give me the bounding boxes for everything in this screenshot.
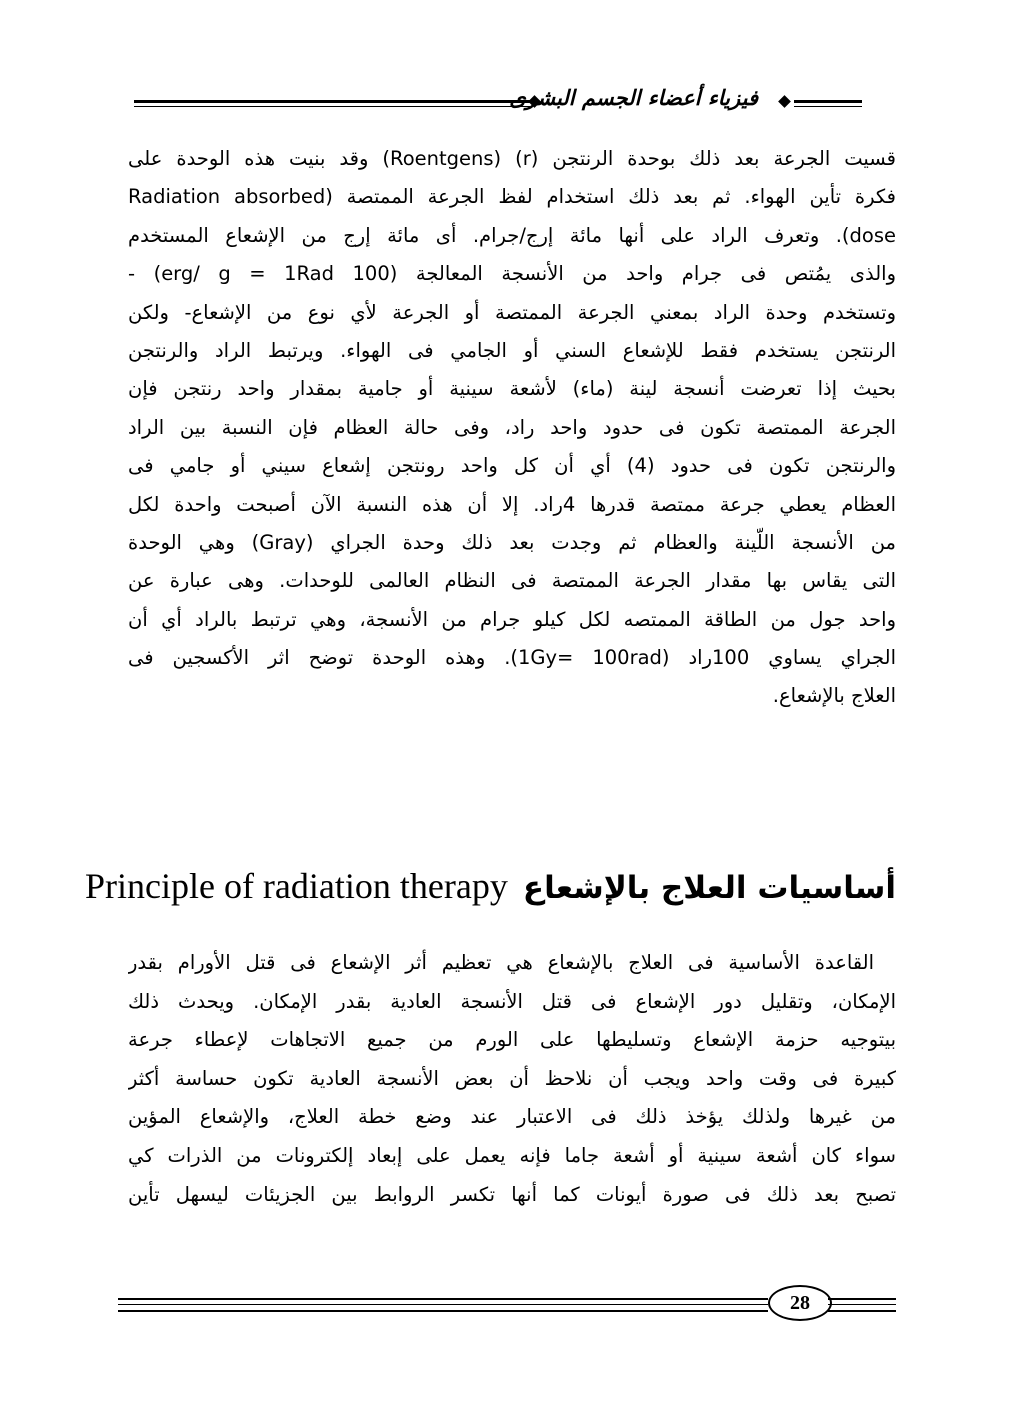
text-line: بحيث إذا تعرضت أنسجة لينة (ماء) لأشعة سينية أو جامية بمقدار واحد رنتجن فإن (128, 377, 896, 401)
text-line: العظام يعطي جرعة ممتصة قدرها 4راد. إلا أن هذه النسبة الآن أصبحت واحدة لكل (128, 492, 896, 516)
header-diamond-right (778, 95, 791, 108)
text-line: والرنتجن تكون فى حدود (4) أي أن كل واحد رونتجن إشعاع سيني أو جامي فى (128, 454, 896, 478)
text-line: سواء كان أشعة سينية أو أشعة جاما فإنه يعمل على إبعاد إلكترونات من الذرات كي (128, 1143, 896, 1167)
page-number: 28 (768, 1285, 832, 1321)
text-line: dose). وتعرف الراد على أنها مائة إرج/جرام. أى مائة إرج من الإشعاع المستخدم (128, 223, 896, 247)
page-footer (118, 1283, 896, 1323)
text-line: من الأنسجة اللّينة والعظام ثم وجدت بعد ذلك وحدة الجراي (Gray) وهي الوحدة (128, 530, 896, 554)
text-line: العلاج بالإشعاع. (772, 684, 896, 708)
section-heading-arabic: أساسيات العلاج بالإشعاع (522, 870, 896, 906)
paragraph-units (128, 140, 896, 716)
footer-rule-right (828, 1298, 896, 1312)
text-line: القاعدة الأساسية فى العلاج بالإشعاع هي تعظيم أثر الإشعاع فى قتل الأورام بقدر (128, 951, 874, 974)
page-header (128, 80, 896, 130)
header-rule-left (134, 100, 530, 103)
text-line: التى يقاس بها مقدار الجرعة الممتصة فى النظام العالمى للوحدات. وهى عبارة عن (128, 569, 896, 593)
text-line: تصبح بعد ذلك فى صورة أيونات كما أنها تكسر الروابط بين الجزيئات ليسهل تأين (128, 1182, 896, 1206)
text-line: والذى يمُتص فى جرام واحد من الأنسجة المعالجة (100 erg/ g = 1Rad) - (128, 262, 896, 286)
text-line: الجراي يساوي 100راد (1Gy= 100rad). وهذه الوحدة توضح اثر الأكسجين فى (128, 646, 896, 670)
text-line: كبيرة فى وقت واحد ويجب أن نلاحظ أن بعض الأنسجة العادية تكون حساسة أكثر (128, 1066, 896, 1090)
text-line: بيتوجيه حزمة الإشعاع وتسليطها على الورم من جميع الاتجاهات لإعطاء جرعة (128, 1028, 896, 1052)
section-heading-english: Principle of radiation therapy (84, 866, 508, 906)
section-heading (84, 858, 896, 914)
paragraph-principle (128, 944, 896, 1214)
text-line: الرنتجن يستخدم فقط للإشعاع السني أو الجامي فى الهواء. ويرتبط الراد والرنتجن (128, 338, 896, 362)
text-line: فكرة تأين الهواء. ثم بعد ذلك استخدام لفظ الجرعة الممتصة (Radiation absorbed (128, 185, 896, 209)
text-line: الجرعة الممتصة تكون فى حدود واحد راد، وفى حالة العظام فإن النسبة بين الراد (128, 415, 896, 439)
text-line: قسيت الجرعة بعد ذلك بوحدة الرنتجن (r) (Roentgens) وقد بنيت هذه الوحدة على (128, 147, 896, 170)
footer-rule-left (118, 1298, 768, 1312)
header-rule-right (794, 100, 862, 103)
running-title: فيزياء أعضاء الجسم البشرى (509, 86, 758, 110)
text-line: واحد جول من الطاقة الممتصه لكل كيلو جرام من الأنسجة، وهي ترتبط بالراد أي أن (128, 607, 896, 631)
text-line: الإمكان، وتقليل دور الإشعاع فى قتل الأنسجة العادية بقدر الإمكان. ويحدث ذلك (128, 989, 896, 1013)
text-line: وتستخدم وحدة الراد بمعني الجرعة الممتصة أو الجرعة لأي نوع من الإشعاع- ولكن (128, 300, 896, 324)
text-line: من غيرها ولذلك يؤخذ ذلك فى الاعتبار عند وضع خطة العلاج، والإشعاع المؤين (128, 1105, 896, 1129)
